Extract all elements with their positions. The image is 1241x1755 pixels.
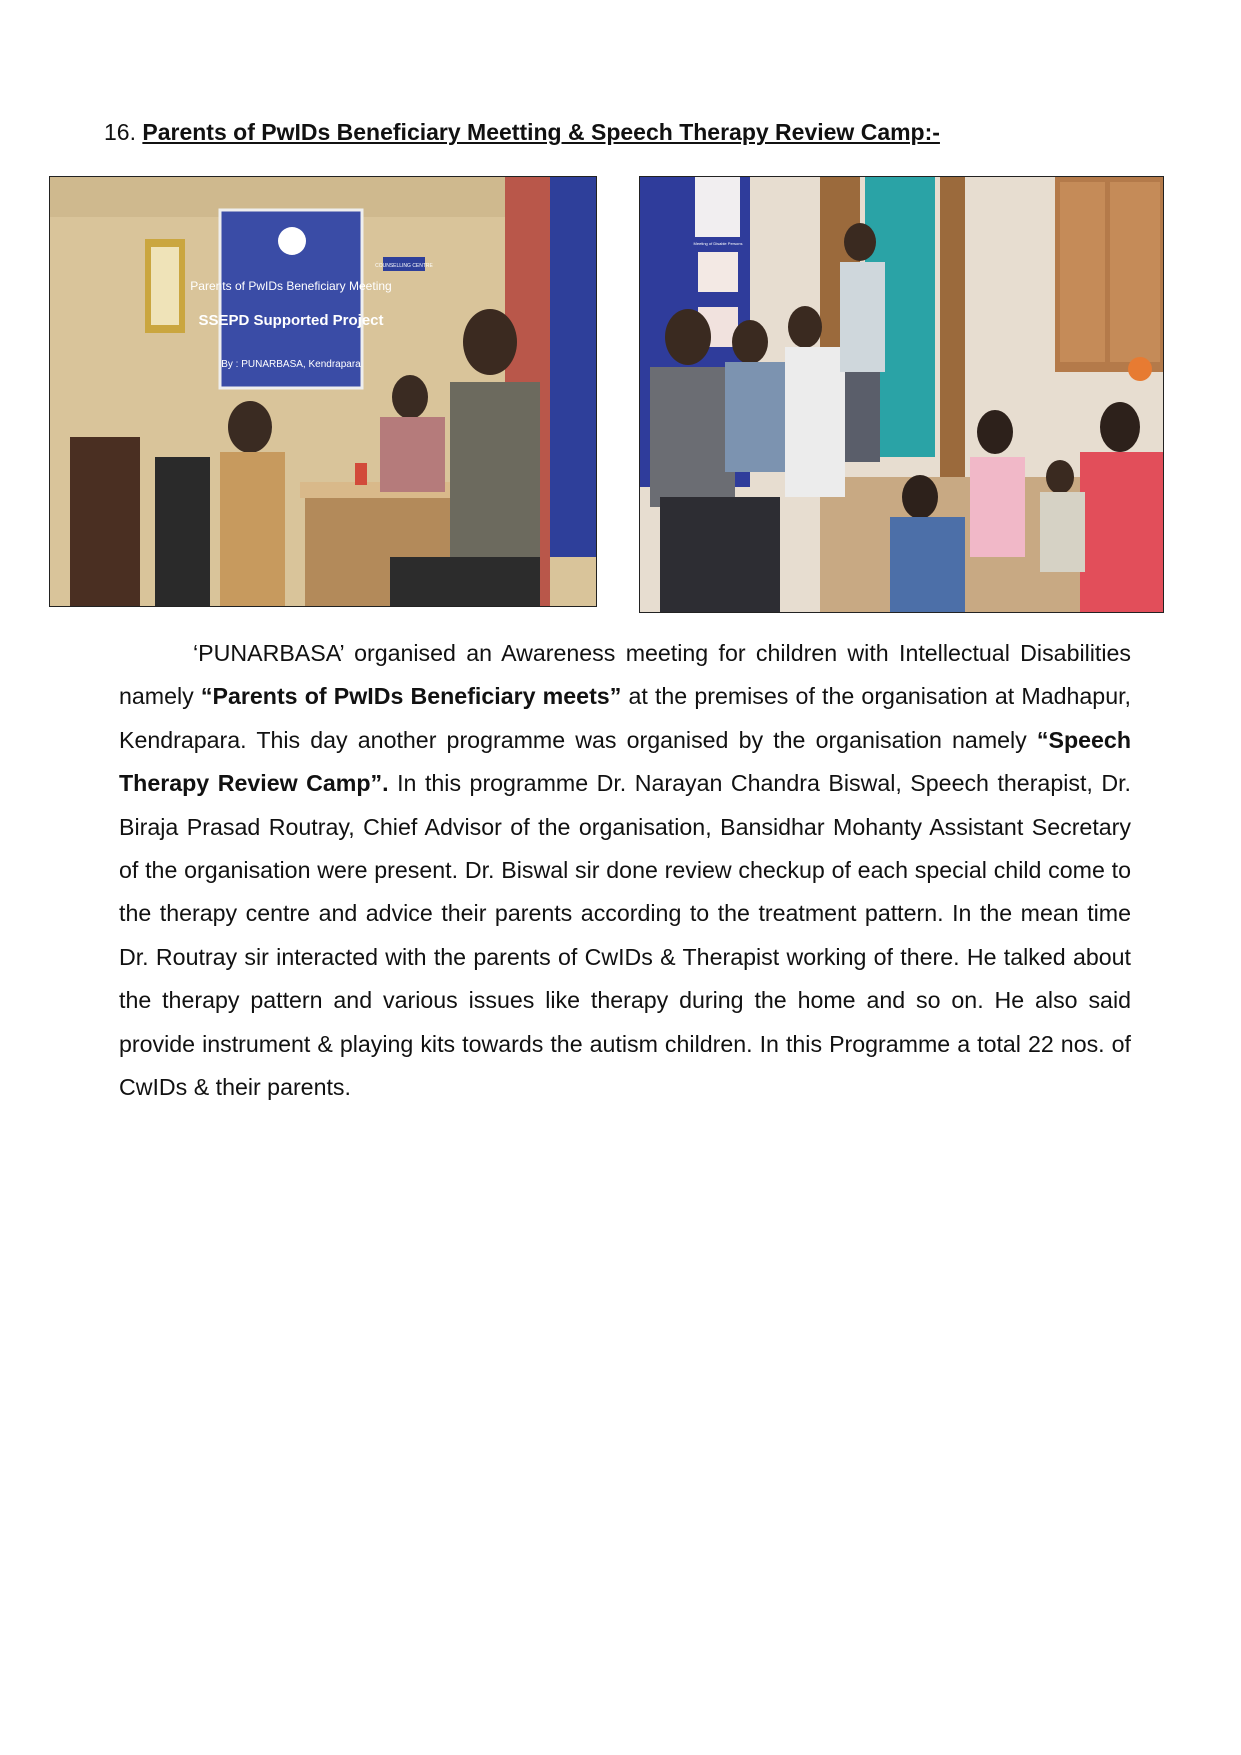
- body-paragraph: [119, 632, 1131, 1109]
- section-heading: [104, 117, 940, 147]
- therapy-camp-photo-illustration: [640, 177, 1164, 613]
- body-text-3: In this programme Dr. Narayan Chandra Biswal, Speech therapist, Dr. Biraja Prasad Routray, Chief Advisor of the organisation, Bansidhar Mohanty Assistant Secretary of the organisation were present. Dr. Biswal sir done review checkup of each special child come to the therapy centre and advice their parents according to the treatment pattern. In the mean time Dr. Routray sir interacted with the parents of CwIDs & Therapist working of there. He talked about the therapy pattern and various issues like therapy during the home and so on. He also said provide instrument & playing kits towards the autism children. In this Programme a total 22 nos. of CwIDs & their parents.: [119, 770, 1131, 1101]
- body-text-2: at the premises of the organisation at Madhapur, Kendrapara. This day another programme was organised by the organisation namely: [119, 683, 1131, 753]
- section-number: 16.: [104, 119, 136, 145]
- body-text-1: ‘PUNARBASA’ organised an Awareness meeting for children with Intellectual Disabilities namely: [119, 640, 1131, 710]
- photo-beneficiary-meeting: [49, 176, 597, 607]
- section-title: Parents of PwIDs Beneficiary Meetting & Speech Therapy Review Camp:-: [142, 119, 940, 145]
- counselling-sign: COUNSELLING CENTRE: [375, 263, 433, 269]
- banner-line-1: Parents of PwIDs Beneficiary Meeting: [190, 279, 392, 293]
- body-bold-1: “Parents of PwIDs Beneficiary meets”: [200, 683, 622, 710]
- banner-line-3: By : PUNARBASA, Kendrapara: [221, 359, 361, 370]
- photo-speech-therapy-camp: [639, 176, 1164, 613]
- banner-line-2: SSEPD Supported Project: [198, 312, 384, 329]
- poster-caption: Meeting of Disable Persons: [693, 241, 743, 246]
- meeting-photo-illustration: [50, 177, 597, 607]
- body-bold-2: “Speech Therapy Review Camp”.: [119, 726, 1131, 797]
